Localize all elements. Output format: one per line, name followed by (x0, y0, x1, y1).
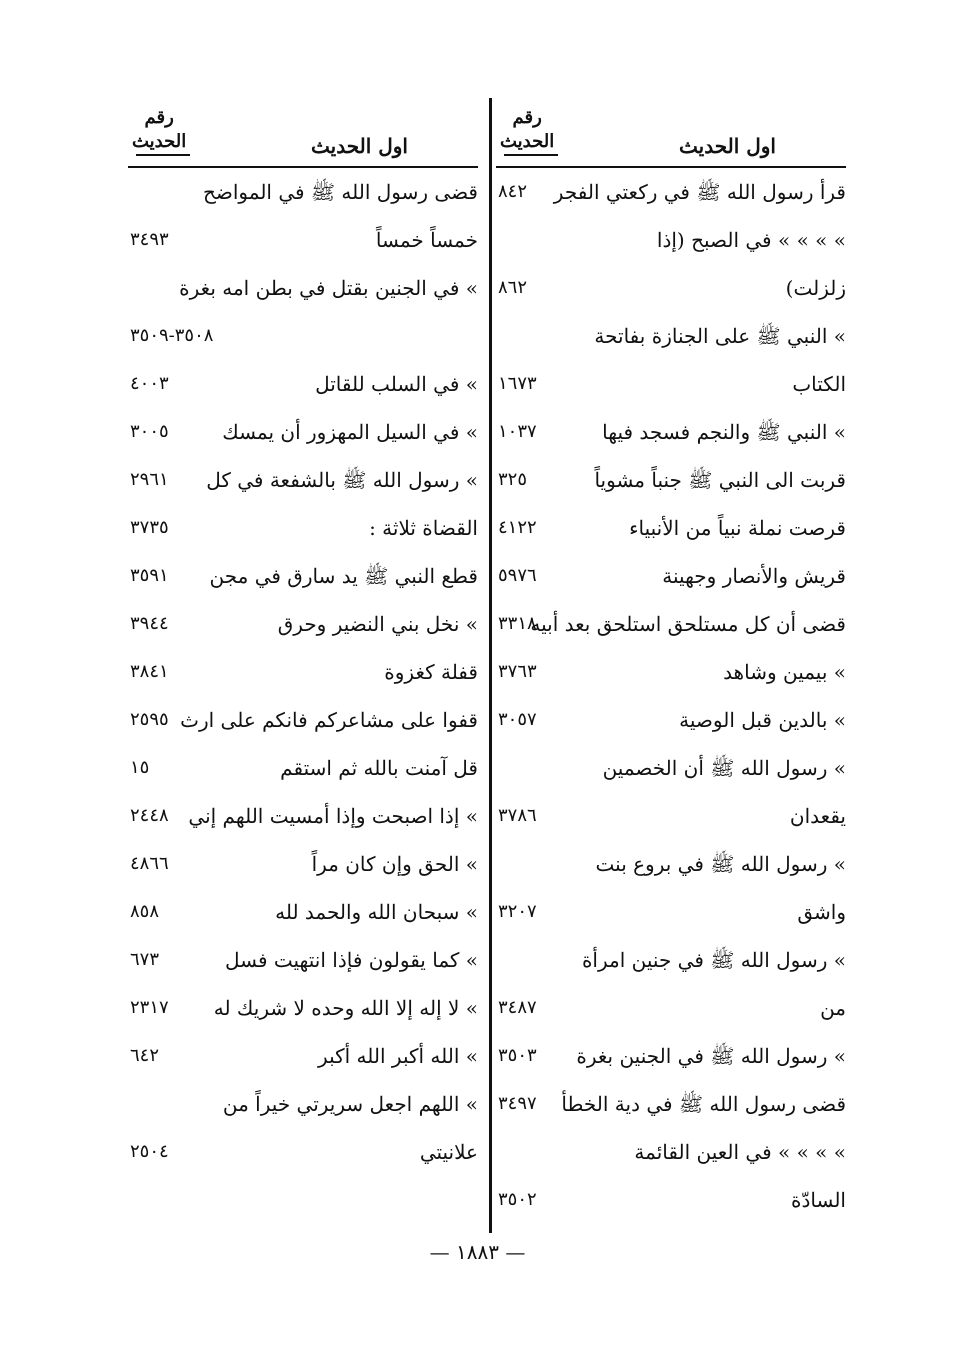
hadith-number: ٤٠٠٣ (130, 373, 169, 394)
hadith-number: ٢٩٦١ (130, 469, 169, 490)
left-column (128, 100, 478, 1235)
hadith-opening-text: قل آمنت بالله ثم استقم (280, 756, 478, 780)
hadith-opening-text: قفوا على مشاعركم فانكم على ارث (180, 708, 478, 732)
index-entry (128, 1128, 478, 1176)
index-entry (128, 360, 478, 408)
hadith-opening-text: قضى رسول الله ﷺ في المواضح (202, 180, 478, 204)
hadith-opening-text: علانيتي (419, 1140, 478, 1164)
right-column-entries (496, 168, 846, 1224)
hadith-opening-text: » في الجنين بقتل في بطن امه بغرة (179, 276, 478, 300)
hadith-opening-text: قضى رسول الله ﷺ في دية الخطأ (561, 1092, 846, 1116)
hadith-number: ٨٥٨ (130, 901, 160, 922)
hadith-opening-text: قضى أن كل مستلحق استلحق بعد أبيه (530, 612, 846, 636)
hadith-opening-text: » الحق وإن كان مراً (311, 852, 478, 876)
index-entry (496, 360, 846, 408)
index-entry (128, 1032, 478, 1080)
hadith-number: ٣٥٩١ (130, 565, 169, 586)
left-column-header (128, 100, 478, 168)
index-entry (496, 888, 846, 936)
index-entry (496, 840, 846, 888)
hadith-opening-text: » كما يقولون فإذا انتهيت فسل (224, 948, 478, 972)
hadith-opening-text: الكتاب (792, 372, 846, 396)
hadith-opening-text: » إذا اصبحت وإذا أمسيت اللهم إني (188, 804, 478, 828)
index-entry (128, 984, 478, 1032)
hadith-number: ٣٠٠٥ (130, 421, 169, 442)
hadith-number: ١٠٣٧ (498, 421, 537, 442)
hadith-number: ٣٥٠٨-٣٥٠٩ (130, 325, 214, 346)
hadith-opening-text: » » » » في الصبح (إذا (656, 228, 846, 252)
index-entry (496, 696, 846, 744)
hadith-number: ٨٦٢ (498, 277, 528, 298)
page-number: — ١٨٨٣ — (429, 1240, 526, 1264)
hadith-opening-text: واشق (797, 900, 846, 924)
index-entry (496, 1080, 846, 1128)
hadith-opening-text: قرصت نملة نبياً من الأنبياء (629, 516, 846, 540)
hadith-start-column-label: اول الحديث (311, 134, 408, 158)
hadith-opening-text: » رسول الله ﷺ في بروع بنت (595, 852, 846, 876)
index-entry (128, 312, 478, 360)
index-entry (128, 792, 478, 840)
hadith-number: ٣٤٩٧ (498, 1093, 537, 1114)
hadith-opening-text: » الله أكبر الله أكبر (318, 1044, 478, 1068)
hadith-opening-text: » بالدين قبل الوصية (679, 708, 846, 732)
index-entry (496, 216, 846, 264)
hadith-start-column-label: اول الحديث (679, 134, 776, 158)
hadith-number: ٦٤٢ (130, 1045, 160, 1066)
hadith-opening-text: قربت الى النبي ﷺ جنباً مشوياً (594, 468, 846, 492)
hadith-opening-text: يقعدان (789, 804, 846, 828)
index-entry (496, 312, 846, 360)
hadith-number: ٣٥٠٣ (498, 1045, 537, 1066)
index-entry (496, 168, 846, 216)
hadith-opening-text: » رسول الله ﷺ أن الخصمين (602, 756, 846, 780)
index-entry (496, 1128, 846, 1176)
index-entry (128, 600, 478, 648)
hadith-opening-text: من (820, 996, 846, 1020)
hadith-opening-text: » » » » في العين القائمة (634, 1140, 846, 1164)
index-entry (496, 936, 846, 984)
index-entry (496, 264, 846, 312)
index-entry (128, 696, 478, 744)
number-column-label: رقم الحديث (132, 107, 187, 152)
hadith-opening-text: خمساً خمساً (375, 228, 478, 252)
hadith-opening-text: » النبي ﷺ على الجنازة بفاتحة (594, 324, 846, 348)
hadith-number: ٢٥٠٤ (130, 1141, 169, 1162)
index-entry (128, 264, 478, 312)
index-entry (496, 648, 846, 696)
index-entry (128, 216, 478, 264)
hadith-number: ٢٥٩٥ (130, 709, 169, 730)
index-entry (128, 504, 478, 552)
index-entry (496, 600, 846, 648)
hadith-opening-text: قطع النبي ﷺ يد سارق في مجن (209, 564, 478, 588)
hadith-number: ٣٧٦٣ (498, 661, 537, 682)
hadith-number: ٣٢٥ (498, 469, 528, 490)
hadith-opening-text: زلزلت) (785, 276, 846, 300)
hadith-number: ١٦٧٣ (498, 373, 537, 394)
index-entry (128, 552, 478, 600)
index-entry (496, 1032, 846, 1080)
hadith-opening-text: » لا إله إلا الله وحده لا شريك له (213, 996, 478, 1020)
hadith-number: ٣٧٣٥ (130, 517, 169, 538)
right-column-header (496, 100, 846, 168)
hadith-number: ٨٤٢ (498, 181, 528, 202)
index-entry (128, 648, 478, 696)
hadith-number: ٦٧٣ (130, 949, 160, 970)
hadith-number: ٤١٢٢ (498, 517, 537, 538)
left-column-entries (128, 168, 478, 1176)
hadith-opening-text: » في السيل المهزور أن يمسك (222, 420, 478, 444)
hadith-opening-text: » النبي ﷺ والنجم فسجد فيها (602, 420, 846, 444)
hadith-opening-text: » رسول الله ﷺ في الجنين بغرة (576, 1044, 846, 1068)
hadith-number: ٣٠٥٧ (498, 709, 537, 730)
hadith-number: ٣٩٤٤ (130, 613, 169, 634)
column-divider (489, 98, 492, 1233)
hadith-opening-text: قريش والأنصار وجهينة (662, 564, 846, 588)
index-entry (128, 888, 478, 936)
index-entry (496, 1176, 846, 1224)
hadith-number: ٢٤٤٨ (130, 805, 169, 826)
index-entry (128, 744, 478, 792)
hadith-opening-text: قرأ رسول الله ﷺ في ركعتي الفجر (553, 180, 846, 204)
hadith-opening-text: » رسول الله ﷺ في جنين امرأة (581, 948, 846, 972)
hadith-number: ٣٣١٨ (498, 613, 537, 634)
hadith-opening-text: قفلة كغزوة (384, 660, 478, 684)
index-entry (496, 456, 846, 504)
index-entry (128, 1080, 478, 1128)
number-label-underline (504, 154, 558, 156)
right-column (496, 100, 846, 1235)
index-entry (128, 936, 478, 984)
index-entry (496, 552, 846, 600)
hadith-opening-text: » اللهم اجعل سريرتي خيراً من (222, 1092, 478, 1116)
index-entry (128, 168, 478, 216)
hadith-number: ٢٣١٧ (130, 997, 169, 1018)
hadith-opening-text: » سبحان الله والحمد لله (275, 900, 478, 924)
hadith-opening-text: » رسول الله ﷺ بالشفعة في كل (206, 468, 478, 492)
index-entry (496, 504, 846, 552)
hadith-number: ٥٩٧٦ (498, 565, 537, 586)
hadith-number: ٣٤٩٣ (130, 229, 169, 250)
hadith-number: ٣٧٨٦ (498, 805, 537, 826)
index-entry (496, 408, 846, 456)
index-entry (496, 792, 846, 840)
index-entry (496, 984, 846, 1032)
index-entry (128, 456, 478, 504)
hadith-number: ٤٨٦٦ (130, 853, 169, 874)
hadith-opening-text: السادّة (791, 1188, 846, 1212)
hadith-opening-text: » نخل بني النضير وحرق (277, 612, 478, 636)
hadith-number: ٣٢٠٧ (498, 901, 537, 922)
hadith-opening-text: القضاة ثلاثة : (369, 516, 478, 540)
index-entry (128, 840, 478, 888)
hadith-opening-text: » بيمين وشاهد (723, 660, 846, 684)
index-entry (496, 744, 846, 792)
index-entry (128, 408, 478, 456)
hadith-opening-text: » في السلب للقاتل (315, 372, 478, 396)
number-column-label: رقم الحديث (500, 107, 555, 152)
number-label-underline (136, 154, 190, 156)
hadith-number: ٣٥٠٢ (498, 1189, 537, 1210)
hadith-number: ١٥ (130, 757, 150, 778)
hadith-number: ٣٤٨٧ (498, 997, 537, 1018)
hadith-number: ٣٨٤١ (130, 661, 169, 682)
